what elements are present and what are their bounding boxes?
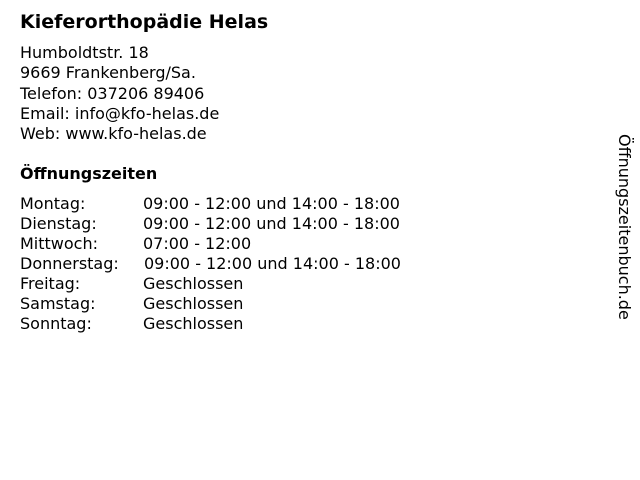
opening-times: Geschlossen: [143, 274, 244, 293]
weekday-label: Dienstag:: [20, 214, 97, 233]
opening-times: 09:00 - 12:00 und 14:00 - 18:00: [143, 194, 400, 213]
website-address: Web: www.kfo-helas.de: [20, 124, 207, 144]
weekday-label: Donnerstag:: [20, 254, 119, 273]
email-address: Email: info@kfo-helas.de: [20, 103, 220, 123]
weekday-label: Mittwoch:: [20, 234, 98, 253]
opening-hours-heading: Öffnungszeiten: [20, 164, 158, 183]
site-brand-vertical: Öffnungszeitenbuch.de: [615, 134, 634, 320]
city-postal-code: 9669 Frankenberg/Sa.: [20, 63, 196, 83]
weekday-label: Montag:: [20, 194, 86, 213]
phone-number: Telefon: 037206 89406: [20, 83, 205, 103]
weekday-label: Freitag:: [20, 274, 81, 293]
opening-times: Geschlossen: [143, 314, 244, 333]
opening-times: 09:00 - 12:00 und 14:00 - 18:00: [143, 214, 400, 233]
business-name: Kieferorthopädie Helas: [20, 11, 269, 33]
opening-times: Geschlossen: [143, 294, 244, 313]
street-address: Humboldtstr. 18: [20, 43, 149, 62]
opening-times: 09:00 - 12:00 und 14:00 - 18:00: [144, 254, 401, 273]
business-contact-block: [20, 43, 219, 144]
weekday-label: Sonntag:: [20, 314, 92, 333]
opening-times: 07:00 - 12:00: [143, 234, 252, 253]
weekday-label: Samstag:: [20, 294, 96, 313]
